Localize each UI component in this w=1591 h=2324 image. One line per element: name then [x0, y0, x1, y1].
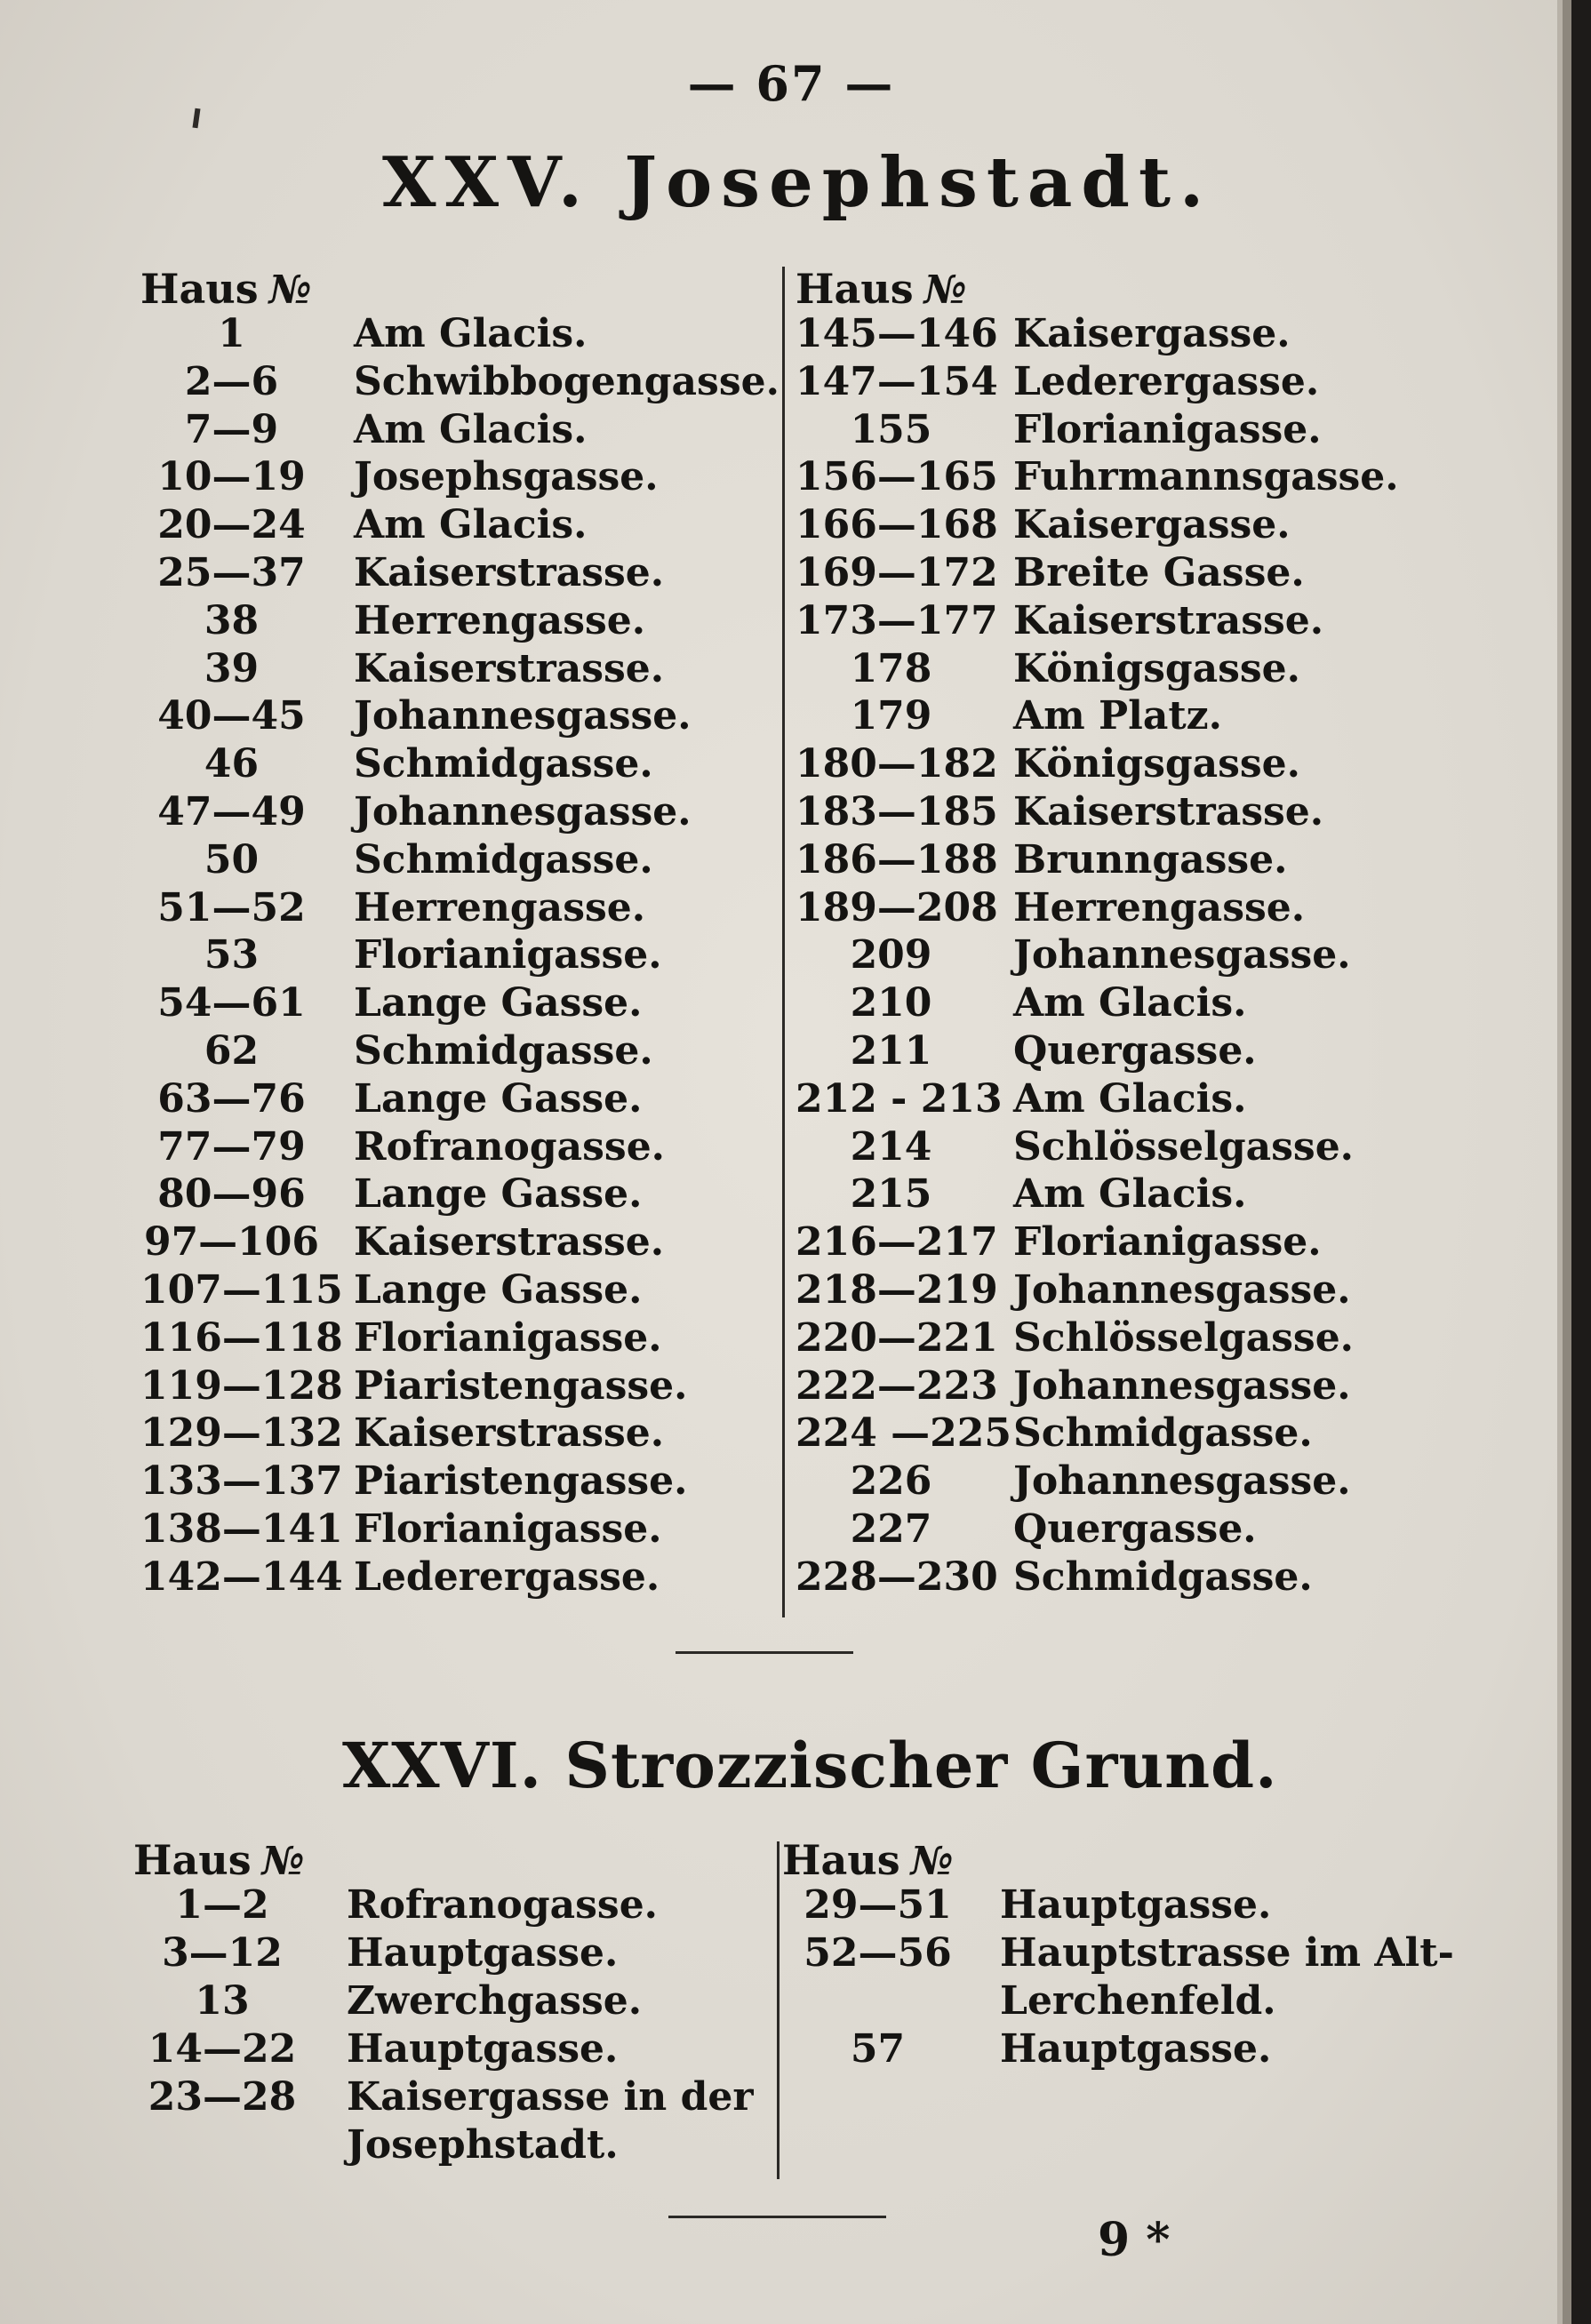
house-number: 107—115: [140, 1266, 343, 1313]
house-number: 116—118: [140, 1314, 343, 1361]
number-sign: №: [268, 268, 312, 313]
section-separator: [676, 1651, 853, 1654]
house-number: 50: [204, 836, 260, 882]
street-name: Brunngasse.: [1013, 836, 1288, 882]
street-name: Hauptgasse.: [347, 2026, 619, 2072]
house-number: 156—165: [796, 454, 998, 500]
street-name: Königsgasse.: [1013, 645, 1300, 691]
haus-label: Haus: [782, 1836, 900, 1884]
haus-label: Haus: [140, 265, 259, 313]
street-name: Am Glacis.: [354, 502, 588, 548]
section-title-josephstadt: XXV. Josephstadt.: [382, 142, 1213, 223]
house-number: 3—12: [162, 1930, 283, 1976]
street-name: Am Glacis.: [1013, 1075, 1247, 1122]
street-name: Schmidgasse.: [1013, 1410, 1313, 1457]
street-name: Königsgasse.: [1013, 741, 1300, 787]
column-divider: [782, 267, 785, 1617]
house-number: 212 - 213: [796, 1075, 1003, 1122]
street-name: Johannesgasse.: [354, 693, 692, 739]
street-name: Herrengasse.: [354, 884, 646, 930]
house-number: 178: [850, 645, 932, 691]
street-name: Lange Gasse.: [354, 1266, 643, 1313]
house-number: 228—230: [796, 1553, 998, 1600]
number-sign: №: [261, 1839, 305, 1884]
house-number: 52—56: [803, 1930, 952, 1976]
house-number: 10—19: [157, 454, 306, 500]
house-number: 220—221: [796, 1314, 998, 1361]
street-name: Kaiserstrasse.: [1013, 597, 1324, 643]
house-number: 133—137: [140, 1458, 343, 1505]
house-number: 57: [850, 2026, 906, 2072]
street-name: Lange Gasse.: [354, 980, 643, 1026]
house-number: 209: [850, 932, 932, 978]
street-name: Schmidgasse.: [354, 1027, 653, 1074]
street-name: Kaisergasse in der: [347, 2074, 754, 2120]
house-number: 142—144: [140, 1553, 343, 1600]
house-number: 210: [850, 980, 932, 1026]
street-name: Schlösselgasse.: [1013, 1123, 1355, 1170]
house-number: 46: [204, 741, 260, 787]
haus-label: Haus: [796, 265, 914, 313]
house-number: 2—6: [184, 358, 279, 404]
street-name: Zwerchgasse.: [347, 1978, 643, 2024]
street-name: Kaisergasse.: [1013, 502, 1291, 548]
house-number: 166—168: [796, 502, 998, 548]
street-name: Kaiserstrasse.: [1013, 788, 1324, 835]
house-number: 145—146: [796, 311, 998, 356]
house-number: 119—128: [140, 1362, 343, 1409]
house-number: 179: [850, 693, 932, 739]
column-header: [782, 1836, 953, 1882]
street-name: Lange Gasse.: [354, 1171, 643, 1218]
haus-label: Haus: [133, 1836, 252, 1884]
house-number: 47—49: [157, 788, 306, 835]
street-name: Florianigasse.: [354, 1314, 662, 1361]
street-name: Josephstadt.: [347, 2122, 619, 2168]
house-number: 25—37: [157, 549, 306, 595]
house-number: 39: [204, 645, 260, 691]
street-name: Lange Gasse.: [354, 1075, 643, 1122]
house-number: 216—217: [796, 1219, 998, 1266]
street-name: Kaiserstrasse.: [354, 549, 665, 595]
house-number: 214: [850, 1123, 932, 1170]
section-title-strozzischer-grund: XXVI. Strozzischer Grund.: [342, 1729, 1278, 1802]
house-number: 183—185: [796, 788, 998, 835]
house-number: 51—52: [157, 884, 306, 930]
house-number: 7—9: [184, 406, 279, 452]
house-number: 77—79: [157, 1123, 306, 1170]
house-number: 23—28: [148, 2074, 297, 2120]
column-divider: [777, 1841, 780, 2179]
house-number: 53: [204, 932, 260, 978]
number-sign: №: [923, 268, 967, 313]
street-name: Josephsgasse.: [354, 454, 659, 500]
street-name: Breite Gasse.: [1013, 549, 1305, 595]
house-number: 97—106: [143, 1219, 320, 1266]
house-number: 40—45: [157, 693, 306, 739]
house-number: 173—177: [796, 597, 998, 643]
column-header: [140, 265, 311, 311]
house-number: 186—188: [796, 836, 998, 882]
street-name: Florianigasse.: [354, 1505, 662, 1552]
column-header: [796, 265, 966, 311]
house-number: 54—61: [157, 980, 306, 1026]
street-name: Hauptgasse.: [347, 1930, 619, 1976]
house-number: 29—51: [803, 1882, 952, 1928]
street-name: Quergasse.: [1013, 1027, 1257, 1074]
street-name: Schwibbogengasse.: [354, 358, 780, 404]
street-name: Kaiserstrasse.: [354, 645, 665, 691]
street-name: Herrengasse.: [1013, 884, 1306, 930]
house-number: 224 —225: [796, 1410, 1012, 1457]
house-number: 169—172: [796, 549, 998, 595]
house-number: 222—223: [796, 1362, 998, 1409]
street-name: Johannesgasse.: [1013, 1458, 1351, 1505]
house-number: 80—96: [157, 1171, 306, 1218]
street-name: Schmidgasse.: [1013, 1553, 1313, 1600]
house-number: 215: [850, 1171, 932, 1218]
page-number: — 67 —: [687, 55, 895, 112]
street-name: Kaiserstrasse.: [354, 1410, 665, 1457]
street-name: Johannesgasse.: [1013, 1266, 1351, 1313]
house-number: 63—76: [157, 1075, 306, 1122]
house-number: 14—22: [148, 2026, 297, 2072]
house-number: 20—24: [157, 502, 306, 548]
street-name: Rofranogasse.: [347, 1882, 659, 1928]
house-number: 227: [850, 1505, 932, 1552]
street-name: Johannesgasse.: [1013, 1362, 1351, 1409]
street-name: Hauptgasse.: [1000, 1882, 1272, 1928]
street-name: Am Glacis.: [1013, 980, 1247, 1026]
house-number: 147—154: [796, 358, 998, 404]
street-name: Florianigasse.: [1013, 1219, 1322, 1266]
number-sign: №: [910, 1839, 954, 1884]
street-name: Johannesgasse.: [1013, 932, 1351, 978]
street-name: Lederergasse.: [1013, 358, 1320, 404]
street-name: Johannesgasse.: [354, 788, 692, 835]
street-name: Am Glacis.: [354, 311, 588, 356]
house-number: 180—182: [796, 741, 998, 787]
footer-rule: [668, 2216, 886, 2218]
house-number: 1: [218, 311, 245, 356]
street-name: Am Platz.: [1013, 693, 1222, 739]
street-name: Schmidgasse.: [354, 836, 653, 882]
street-name: Am Glacis.: [1013, 1171, 1247, 1218]
house-number: 62: [204, 1027, 260, 1074]
street-name: Lederergasse.: [354, 1553, 660, 1600]
street-name: Florianigasse.: [354, 932, 662, 978]
street-name: Hauptstrasse im Alt-: [1000, 1930, 1454, 1976]
house-number: 13: [195, 1978, 250, 2024]
street-name: Rofranogasse.: [354, 1123, 666, 1170]
house-number: 218—219: [796, 1266, 998, 1313]
house-number: 211: [850, 1027, 932, 1074]
street-name: Fuhrmannsgasse.: [1013, 454, 1399, 500]
street-name: Lerchenfeld.: [1000, 1978, 1276, 2024]
street-name: Piaristengasse.: [354, 1362, 688, 1409]
street-name: Schmidgasse.: [354, 741, 653, 787]
street-name: Hauptgasse.: [1000, 2026, 1272, 2072]
ink-mark: [192, 108, 200, 129]
house-number: 155: [850, 406, 932, 452]
house-number: 38: [204, 597, 260, 643]
street-name: Schlösselgasse.: [1013, 1314, 1355, 1361]
page-edge: [1563, 0, 1571, 2324]
column-header: [133, 1836, 304, 1882]
street-name: Florianigasse.: [1013, 406, 1322, 452]
book-spine: [1571, 0, 1591, 2324]
house-number: 189—208: [796, 884, 998, 930]
street-name: Am Glacis.: [354, 406, 588, 452]
street-name: Kaiserstrasse.: [354, 1219, 665, 1266]
house-number: 226: [850, 1458, 932, 1505]
signature-mark: 9 *: [1098, 2213, 1171, 2267]
street-name: Kaisergasse.: [1013, 311, 1291, 356]
street-name: Piaristengasse.: [354, 1458, 688, 1505]
house-number: 1—2: [175, 1882, 269, 1928]
house-number: 129—132: [140, 1410, 343, 1457]
street-name: Quergasse.: [1013, 1505, 1257, 1552]
street-name: Herrengasse.: [354, 597, 646, 643]
house-number: 138—141: [140, 1505, 343, 1552]
